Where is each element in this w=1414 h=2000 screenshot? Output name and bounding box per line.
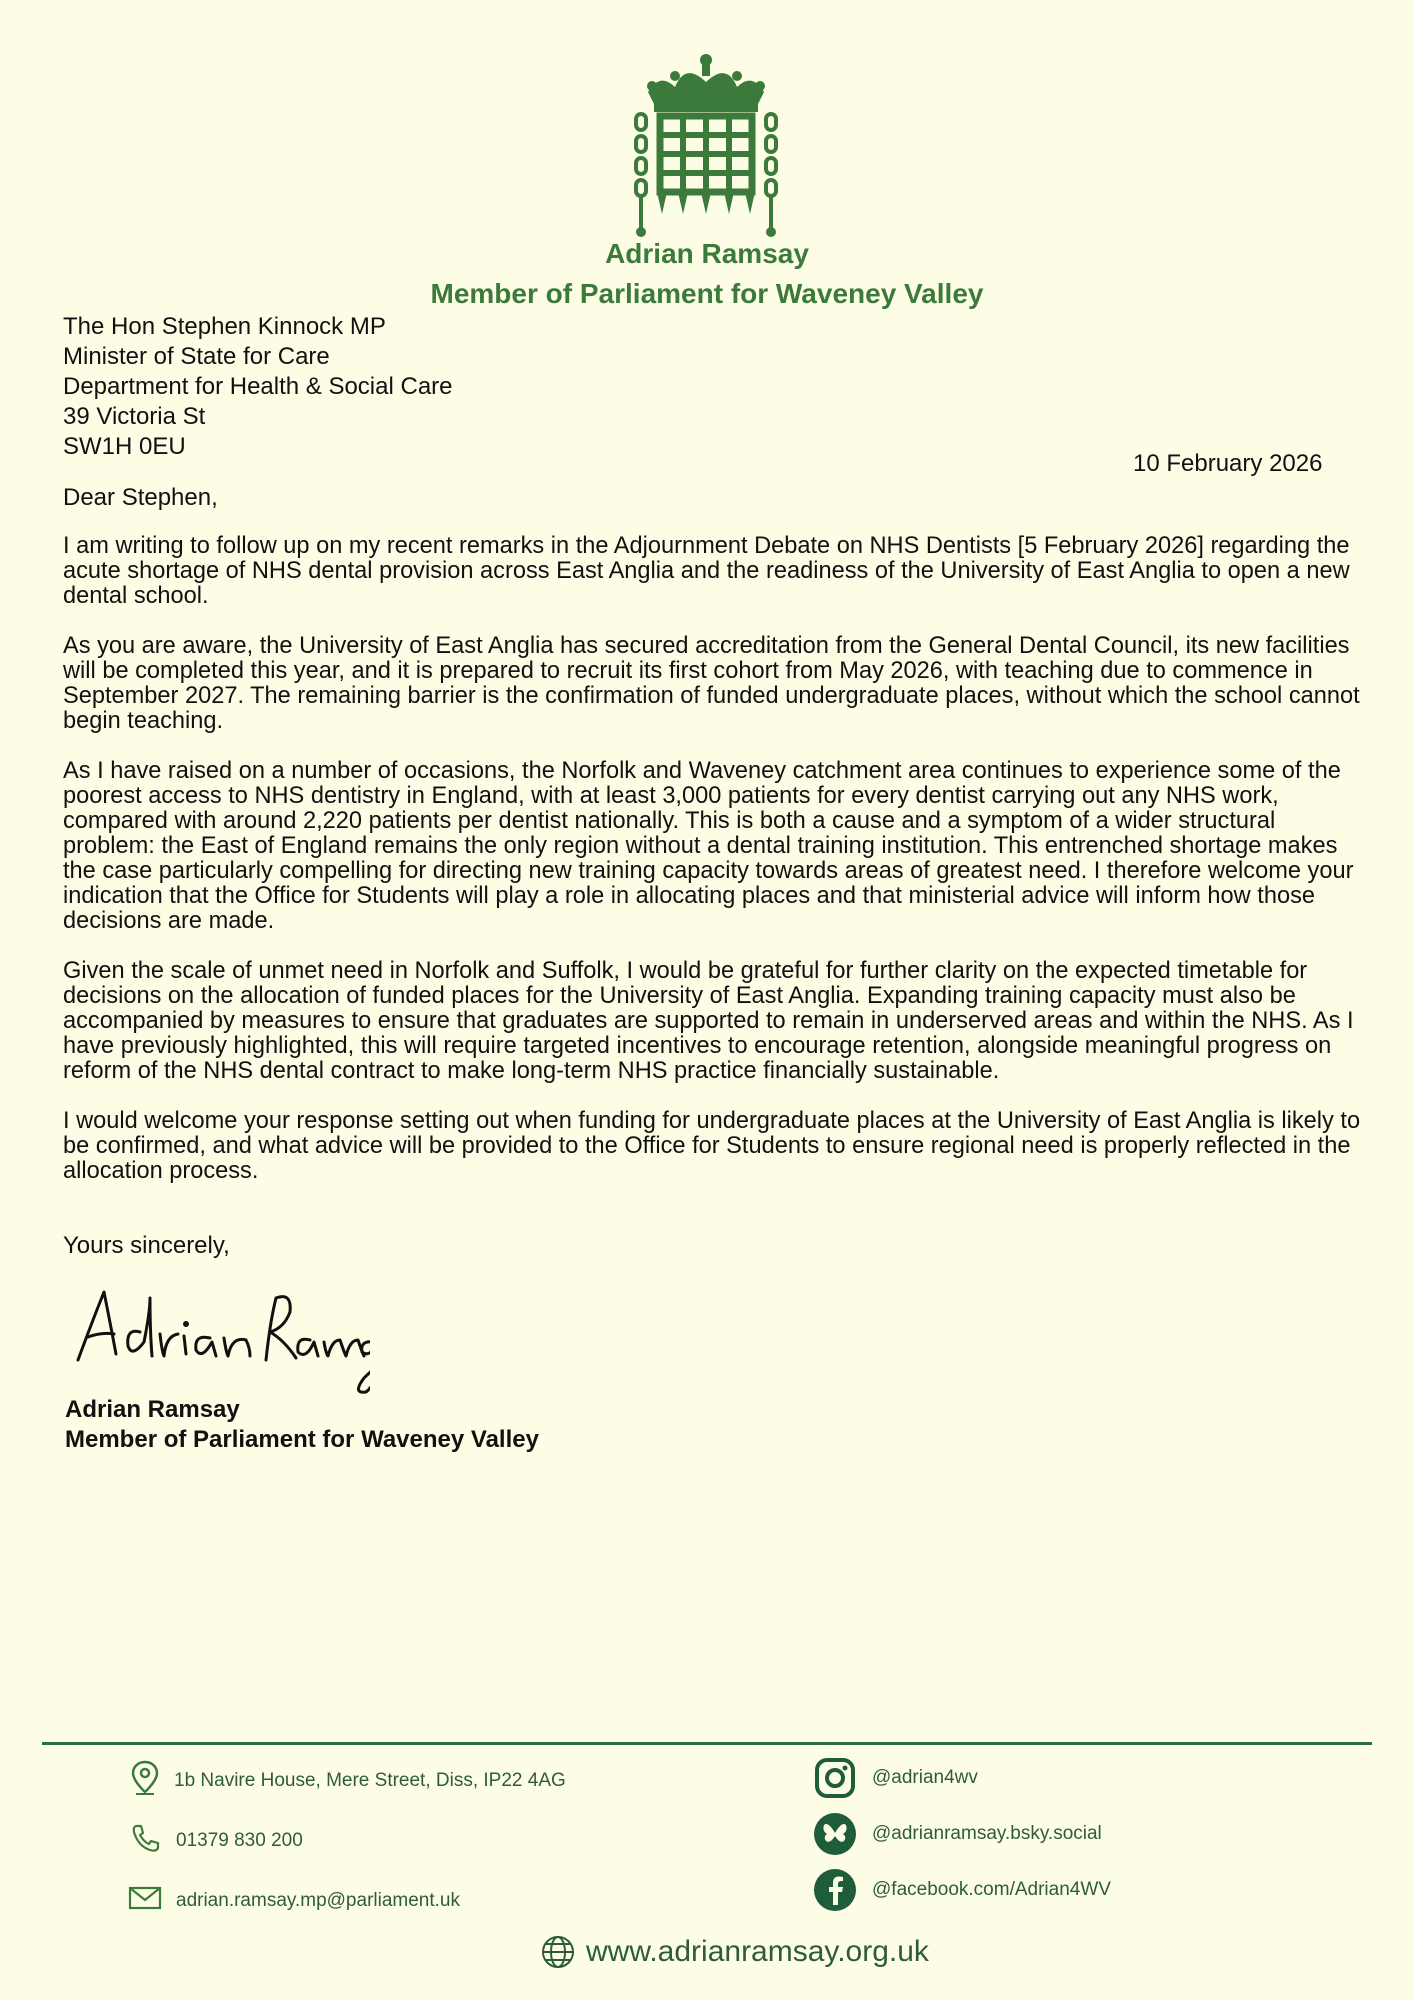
portcullis-icon [630,52,782,237]
footer-email [128,1886,460,1916]
footer-bluesky [814,1813,1102,1855]
signatory-title: Member of Parliament for Waveney Valley [65,1426,539,1453]
letter-body [63,534,1363,1209]
salutation: Dear Stephen, [63,484,218,511]
recipient-line: 39 Victoria St [63,403,206,430]
signatory-name: Adrian Ramsay [65,1396,240,1423]
footer-website [540,1934,929,1970]
instagram-icon [814,1757,856,1799]
location-pin-icon [130,1760,160,1802]
instagram-link[interactable]: @adrian4wv [872,1767,978,1788]
footer-instagram [814,1757,978,1799]
recipient-line: SW1H 0EU [63,433,186,460]
recipient-address [63,312,453,462]
body-paragraph: I would welcome your response setting out when funding for undergraduate places at the University of East Anglia is likely to be confirmed, and what advice will be provided to the Office for Students to ensure regional need is properly reflected in the allocation process. [63,1108,1361,1184]
recipient-line: The Hon Stephen Kinnock MP [63,313,386,340]
header-title: Member of Parliament for Waveney Valley [430,278,984,309]
facebook-icon [814,1869,856,1911]
recipient-line: Minister of State for Care [63,343,330,370]
butterfly-icon [814,1813,856,1855]
globe-icon [540,1934,576,1970]
body-paragraph: As I have raised on a number of occasions, the Norfolk and Waveney catchment area continues to experience some of the poorest access to NHS dentistry in England, with at least 3,000 patients for every dentist carrying out any NHS work, compared with around 2,220 patients per dentist nationally. This is both a cause and a symptom of a wider structural problem: the East of England remains the only region without a dental training institution. This entrenched shortage makes the case particularly compelling for directing new training capacity towards areas of greatest need. I therefore welcome your indication that the Office for Students will play a role in allocating places and that ministerial advice will inform how those decisions are made. [63,758,1354,934]
address-text: 1b Navire House, Mere Street, Diss, IP22 4AG [174,1770,566,1791]
body-paragraph: Given the scale of unmet need in Norfolk and Suffolk, I would be grateful for further clarity on the expected timetable for decisions on the allocation of funded places for the University of East Anglia. Expanding training capacity must also be accompanied by measures to ensure that graduates are supported to remain in underserved areas and within the NHS. As I have previously highlighted, this will require targeted incentives to encourage retention, alongside meaningful progress on reform of the NHS dental contract to make long-term NHS practice financially sustainable. [63,958,1354,1084]
signature-image [70,1282,370,1407]
letter-date: 10 February 2026 [1133,450,1323,477]
recipient-line: Department for Health & Social Care [63,373,453,400]
header-name: Adrian Ramsay [605,238,809,269]
facebook-link[interactable]: @facebook.com/Adrian4WV [872,1879,1111,1900]
phone-icon [130,1822,162,1860]
footer-phone [130,1822,303,1860]
body-paragraph: I am writing to follow up on my recent remarks in the Adjournment Debate on NHS Dentists [5 February 2026] regarding the acute shortage of NHS dental provision across East Anglia and the readiness of the University of East Anglia to open a new dental school. [63,533,1350,609]
footer-facebook [814,1869,1111,1911]
footer-address [130,1760,566,1802]
website-link[interactable]: www.adrianramsay.org.uk [586,1935,929,1968]
body-paragraph: As you are aware, the University of East Anglia has secured accreditation from the General Dental Council, its new facilities will be completed this year, and it is prepared to recruit its first cohort from May 2026, with teaching due to commence in September 2027. The remaining barrier is the confirmation of funded undergraduate places, without which the school cannot begin teaching. [63,633,1360,734]
signoff: Yours sincerely, [63,1232,230,1259]
phone-text[interactable]: 01379 830 200 [176,1830,303,1851]
envelope-icon [128,1886,162,1916]
email-link[interactable]: adrian.ramsay.mp@parliament.uk [176,1890,460,1911]
bluesky-link[interactable]: @adrianramsay.bsky.social [872,1823,1102,1844]
footer-divider [42,1742,1372,1745]
